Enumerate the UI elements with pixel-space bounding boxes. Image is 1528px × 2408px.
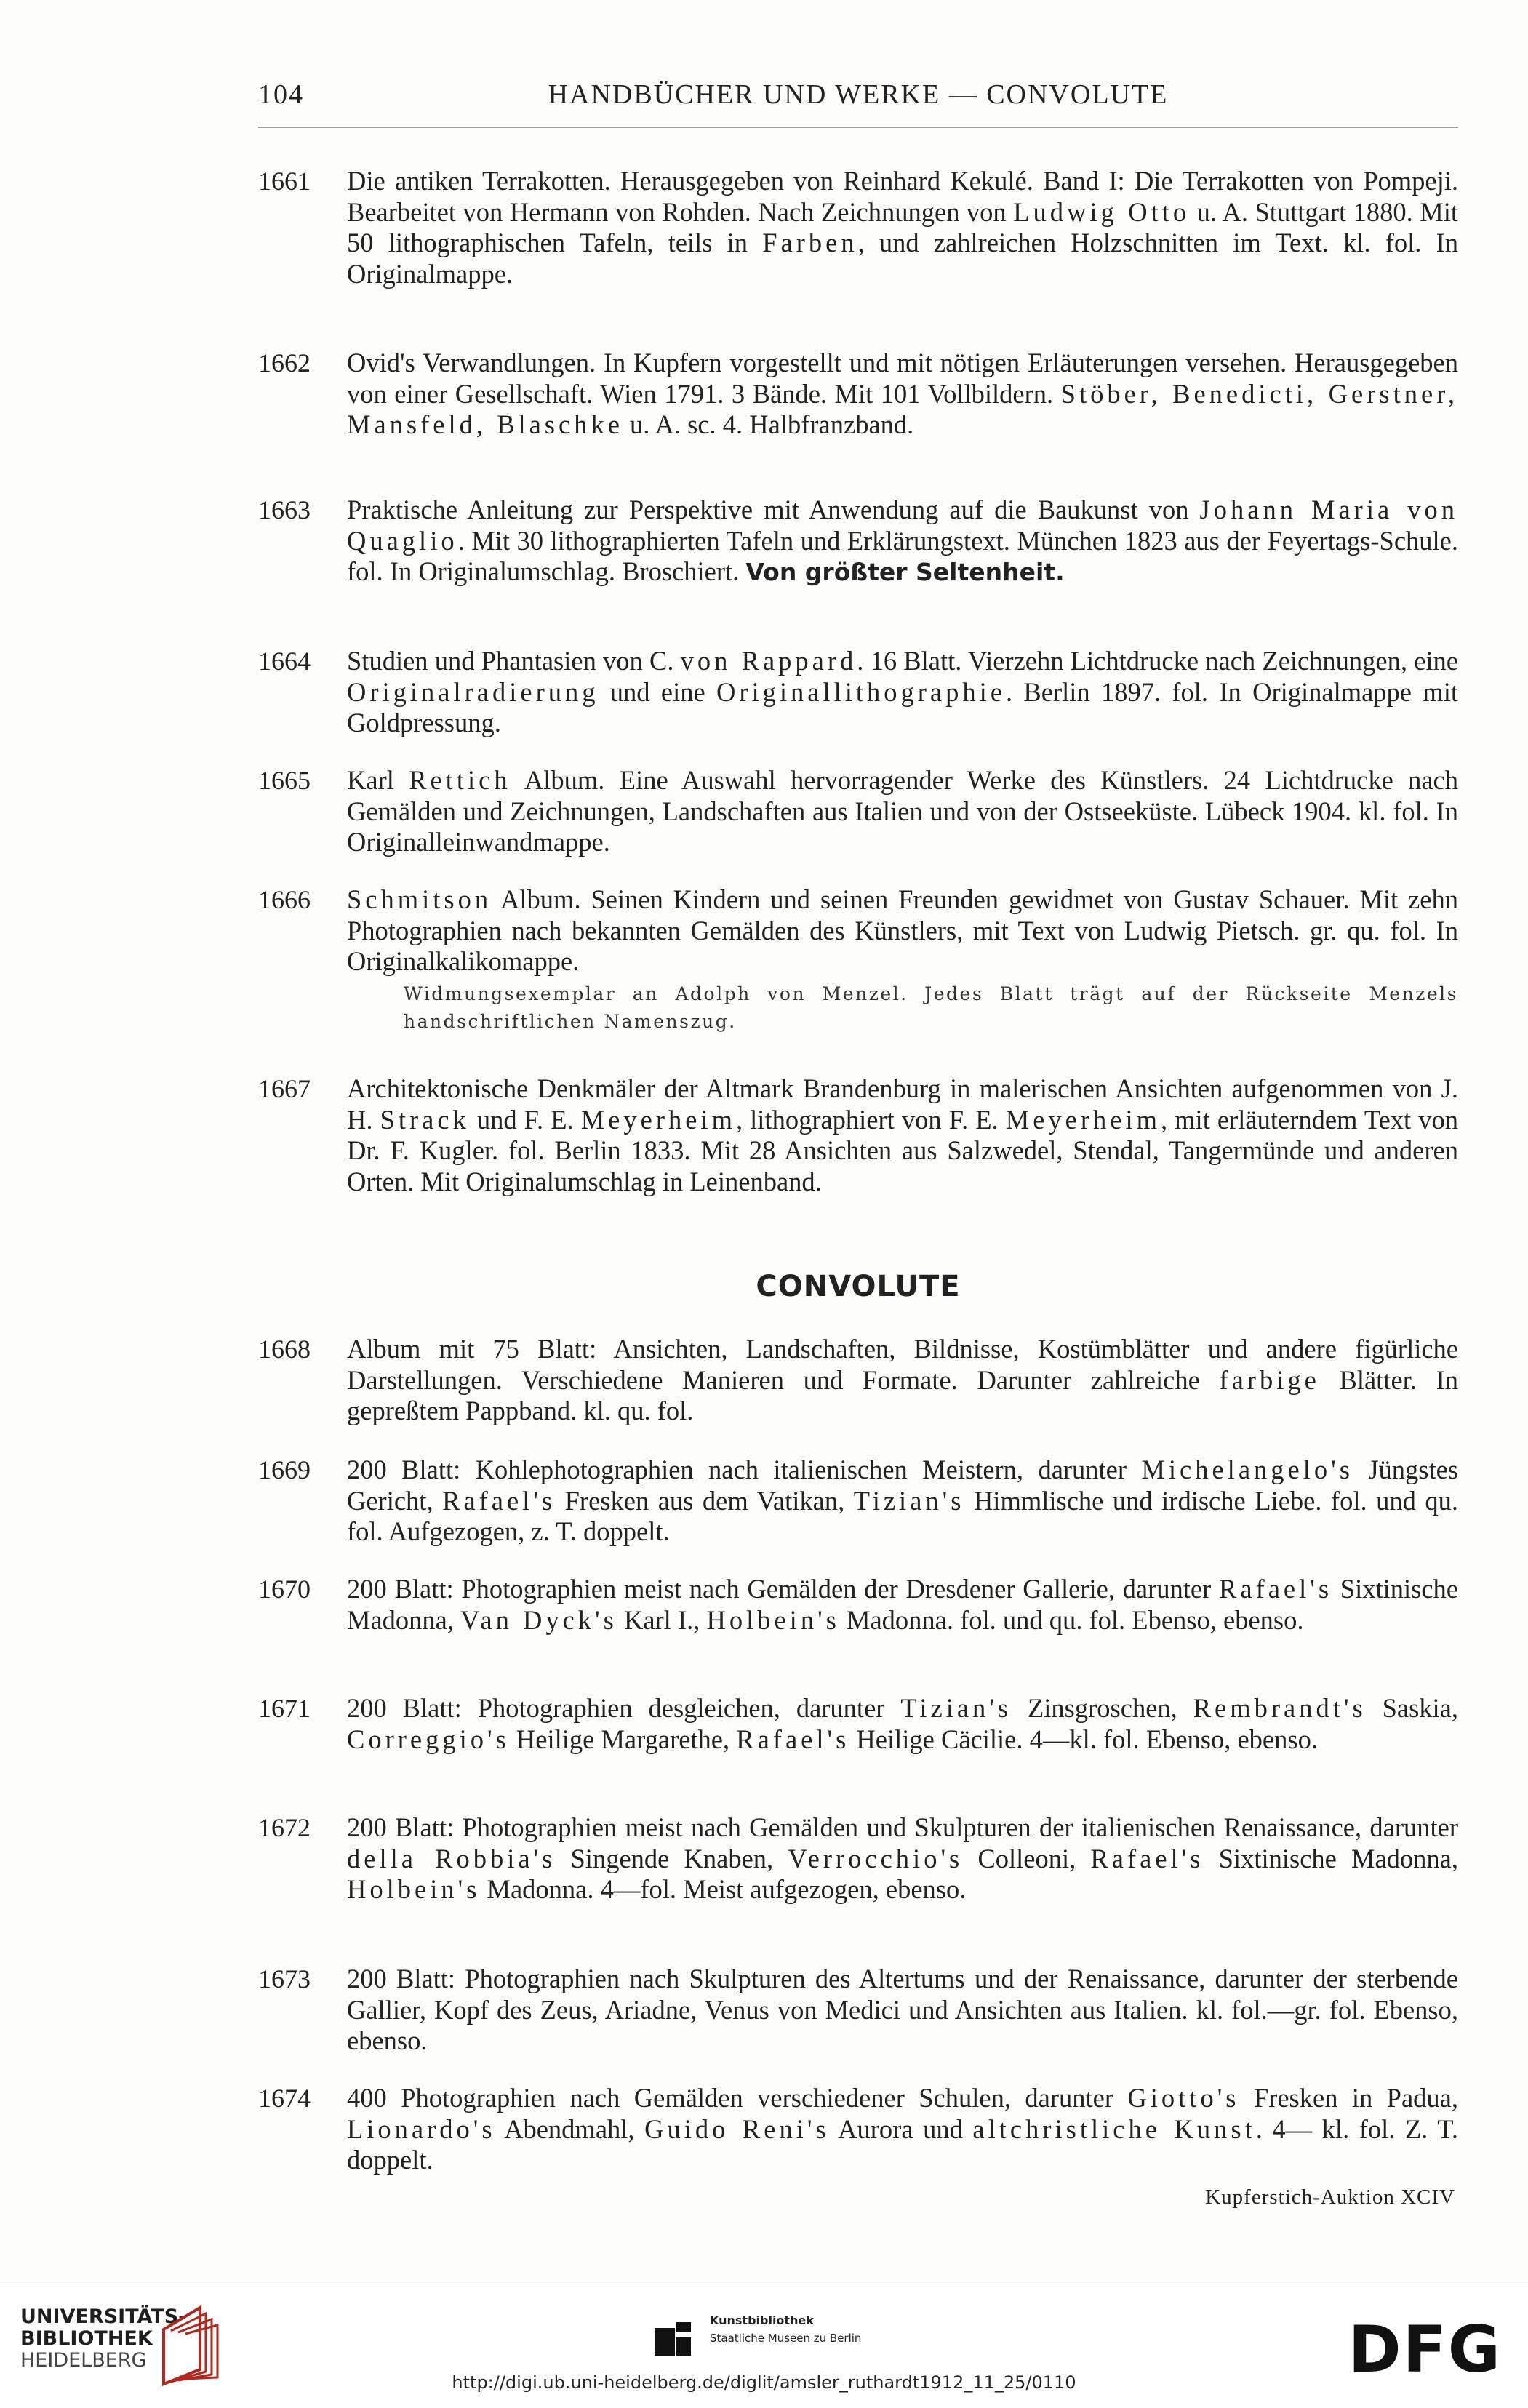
entry-text: 200 Blatt: Photographien meist nach Gemälden der Dresdener Gallerie, darunter Rafael's Sixtinische Madonna, Van Dyck's Karl I., Holbein's Madonna. fol. und qu. fol. Ebenso, ebenso. (347, 1574, 1459, 1635)
entry-text: Album mit 75 Blatt: Ansichten, Landschaften, Bildnisse, Kostümblätter und andere figürliche Darstellungen. Verschiedene Manieren und Formate. Darunter zahlreiche farbige Blätter. In gepreßtem Pappband. kl. qu. fol. (347, 1334, 1458, 1425)
entry-text: 200 Blatt: Photographien meist nach Gemälden und Skulpturen der italienischen Renaissance, darunter della Robbia's Singende Knaben, Verrocchio's Colleoni, Rafael's Sixtinische Madonna, Holbein's Madonna. 4—fol. Meist aufgezogen, ebenso. (347, 1812, 1458, 1904)
lot-number: 1672 (258, 1813, 311, 1842)
catalog-entry-1661 (258, 166, 1458, 289)
page-number: 104 (258, 79, 304, 110)
lot-number: 1666 (258, 885, 311, 914)
rarity-note: Von größter Seltenheit. (745, 558, 1065, 586)
entry-text: Karl Rettich Album. Eine Auswahl hervorragender Werke des Künstlers. 24 Lichtdrucke nach Gemälden und Zeichnungen, Landschaften aus Italien und von der Ostseeküste. Lübeck 1904. kl. fol. In Originalleinwandmappe. (347, 765, 1459, 857)
entry-text: Architektonische Denkmäler der Altmark Brandenburg in malerischen Ansichten aufgenommen von J. H. Strack und F. E. Meyerheim, lithographiert von F. E. Meyerheim, mit erläuterndem Text von Dr. F. Kugler. fol. Berlin 1833. Mit 28 Ansichten aus Salzwedel, Stendal, Tangermünde und anderen Orten. Mit Originalumschlag in Leinenband. (347, 1073, 1458, 1196)
catalog-entry-1668 (258, 1334, 1458, 1427)
lot-number: 1661 (258, 167, 311, 196)
entry-text: Die antiken Terrakotten. Herausgegeben von Reinhard Kekulé. Band I: Die Terrakotten von Pompeji. Bearbeitet von Hermann von Rohden. Nach Zeichnungen von Ludwig Otto u. A. Stuttgart 1880. Mit 50 lithographischen Tafeln, teils in Farben, und zahlreichen Holzschnitten im Text. kl. fol. In Originalmappe. (347, 166, 1459, 289)
entry-text: 200 Blatt: Kohlephotographien nach italienischen Meistern, darunter Michelangelo's Jüngstes Gericht, Rafael's Fresken aus dem Vatikan, Tizian's Himmlische und irdische Liebe. fol. und qu. fol. Aufgezogen, z. T. doppelt. (347, 1455, 1458, 1546)
permalink-url[interactable]: http://digi.ub.uni-heidelberg.de/diglit/amsler_ruthardt1912_11_25/0110 (452, 2372, 1076, 2393)
kunstbibliothek-logo-icon (655, 2322, 691, 2356)
lot-number: 1662 (258, 348, 311, 377)
catalog-entry-1664 (258, 646, 1458, 739)
entry-text: Ovid's Verwandlungen. In Kupfern vorgestellt und mit nötigen Erläuterungen versehen. Herausgegeben von einer Gesellschaft. Wien 1791. 3 Bände. Mit 101 Vollbildern. Stöber, Benedicti, Gerstner, Mansfeld, Blaschke u. A. sc. 4. Halbfranzband. (347, 348, 1458, 439)
catalog-entry-1671 (258, 1693, 1458, 1755)
lot-number: 1665 (258, 766, 311, 795)
catalog-entry-1666 (258, 884, 1458, 1036)
page-header (258, 70, 1458, 128)
dedication-note: Widmungsexemplar an Adolph von Menzel. Jedes Blatt trägt auf der Rückseite Menzels handschriftlichen Namenszug. (404, 983, 1458, 1032)
running-title: HANDBÜCHER UND WERKE — CONVOLUTE (548, 79, 1169, 110)
catalog-entry-1669 (258, 1455, 1458, 1548)
catalog-entry-1672 (258, 1812, 1458, 1905)
lot-number: 1667 (258, 1074, 311, 1103)
lot-number: 1670 (258, 1575, 311, 1604)
catalog-entry-1663 (258, 495, 1458, 588)
lot-number: 1664 (258, 647, 311, 676)
university-library-logo[interactable]: UNIVERSITÄTS- BIBLIOTHEK HEIDELBERG (20, 2305, 187, 2372)
lot-number: 1673 (258, 1964, 311, 1993)
catalog-entry-1673 (258, 1964, 1458, 2057)
lot-number: 1674 (258, 2084, 311, 2113)
lot-number: 1671 (258, 1694, 311, 1723)
entry-text: 200 Blatt: Photographien nach Skulpturen des Altertums und der Renaissance, darunter der sterbende Gallier, Kopf des Zeus, Ariadne, Venus von Medici und Ansichten aus Italien. kl. fol.—gr. fol. Ebenso, ebenso. (347, 1964, 1458, 2055)
entry-text: Schmitson Album. Seinen Kindern und seinen Freunden gewidmet von Gustav Schauer. Mit zehn Photographien nach bekannten Gemälden des Künstlers, mit Text von Ludwig Pietsch. gr. qu. fol. In Originalkalikomappe. (347, 884, 1458, 976)
entry-text: Studien und Phantasien von C. von Rappard. 16 Blatt. Vierzehn Lichtdrucke nach Zeichnungen, eine Originalradierung und eine Originallithographie. Berlin 1897. fol. In Originalmappe mit Goldpressung. (347, 646, 1458, 737)
dfg-logo[interactable]: DFG (1348, 2312, 1502, 2387)
lot-number: 1663 (258, 495, 311, 524)
catalog-entry-1667 (258, 1073, 1458, 1197)
catalog-entry-1674 (258, 2083, 1458, 2176)
section-heading: CONVOLUTE (756, 1270, 961, 1303)
header-rule (258, 127, 1458, 128)
entry-text: 400 Photographien nach Gemälden verschiedener Schulen, darunter Giotto's Fresken in Padua, Lionardo's Abendmahl, Guido Reni's Aurora und altchristliche Kunst. 4— kl. fol. Z. T. doppelt. (347, 2083, 1459, 2175)
catalog-entry-1665 (258, 765, 1458, 858)
auction-signature: Kupferstich-Auktion XCIV (1205, 2185, 1455, 2209)
catalog-entry-1662 (258, 348, 1458, 441)
entry-text: Praktische Anleitung zur Perspektive mit Anwendung auf die Baukunst von Johann Maria von Quaglio. Mit 30 lithographierten Tafeln und Erklärungstext. München 1823 aus der Feyertags-Schule. fol. In Originalumschlag. Broschiert. Von größter Seltenheit. (347, 495, 1458, 586)
lot-number: 1668 (258, 1335, 311, 1364)
entry-text: 200 Blatt: Photographien desgleichen, darunter Tizian's Zinsgroschen, Rembrandt's Saskia, Correggio's Heilige Margarethe, Rafael's Heilige Cäcilie. 4—kl. fol. Ebenso, ebenso. (347, 1693, 1458, 1754)
digitization-bar: UNIVERSITÄTS- BIBLIOTHEK HEIDELBERG Kunstbibliothek Staatliche Museen zu Berlin DFG http://digi.ub.uni-heidelberg.de/diglit/amsler_ruthardt1912_11_25/0110 (0, 2284, 1528, 2408)
lot-number: 1669 (258, 1455, 311, 1484)
catalog-entry-1670 (258, 1574, 1458, 1636)
